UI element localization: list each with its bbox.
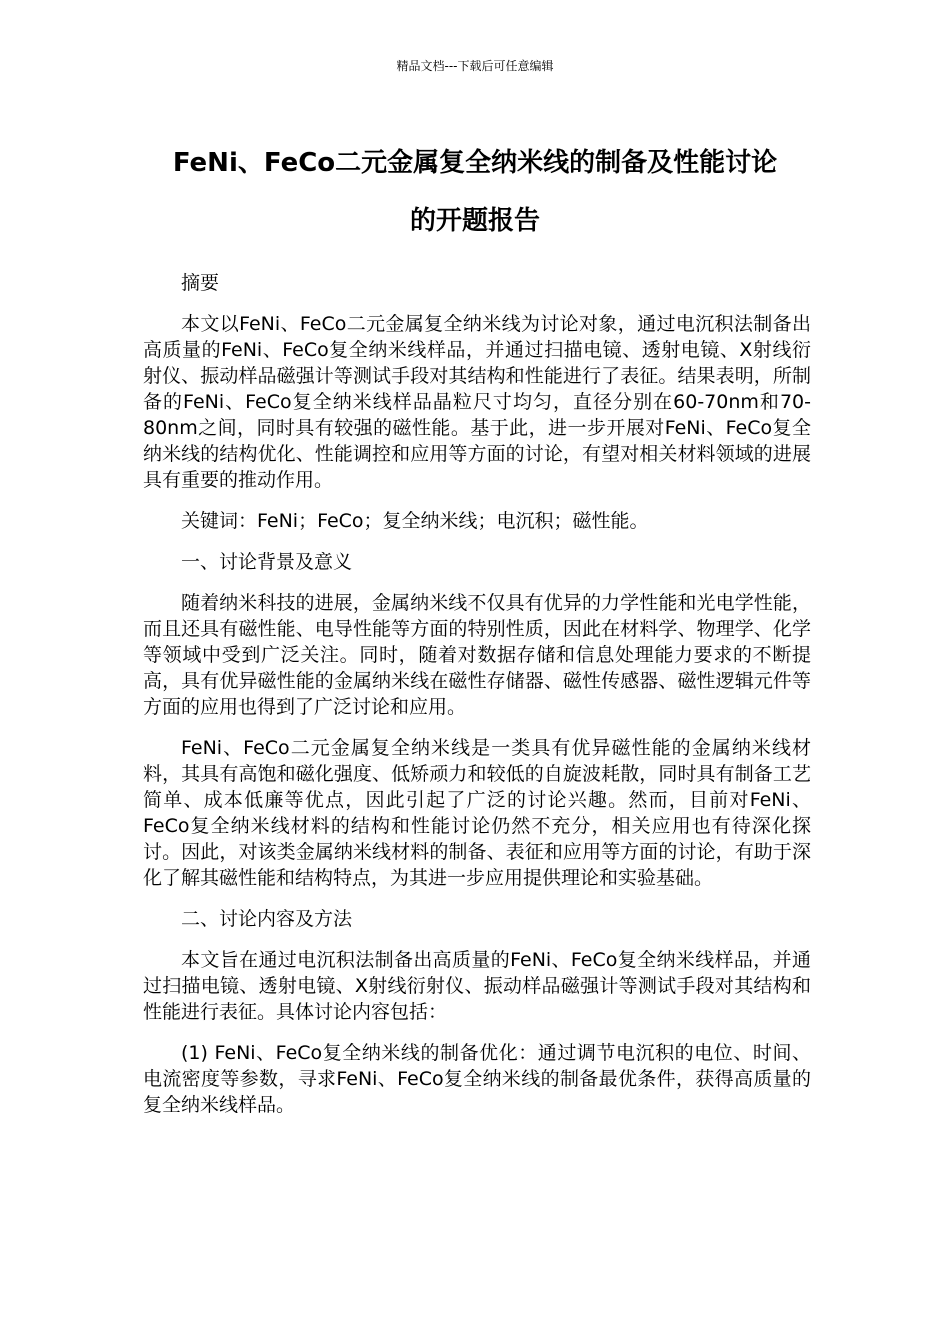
section-1-heading: 一、讨论背景及意义 <box>181 551 353 573</box>
abstract-paragraph: 本文以FeNi、FeCo二元金属复全纳米线为讨论对象，通过电沉积法制备出高质量的FeNi、FeCo复全纳米线样品，并通过扫描电镜、透射电镜、X射线衍射仪、振动样品磁强计等测试手段对其结构和性能进行了表征。结果表明，所制备的FeNi、FeCo复全纳米线样品晶粒尺寸均匀，直径分别在60-70nm和70-80nm之间，同时具有较强的磁性能。基于此，进一步开展对FeNi、FeCo复全纳米线的结构优化、性能调控和应用等方面的讨论，有望对相关材料领域的进展具有重要的推动作用。 <box>143 313 811 491</box>
section-2-paragraph-1: 本文旨在通过电沉积法制备出高质量的FeNi、FeCo复全纳米线样品，并通过扫描电镜、透射电镜、X射线衍射仪、振动样品磁强计等测试手段对其结构和性能进行表征。具体讨论内容包括： <box>143 949 811 1023</box>
page-header: 精品文档---下载后可任意编辑 <box>396 59 554 73</box>
keywords-line: 关键词：FeNi；FeCo；复全纳米线；电沉积；磁性能。 <box>181 510 649 532</box>
section-1-paragraph-2: FeNi、FeCo二元金属复全纳米线是一类具有优异磁性能的金属纳米线材料，其具有高饱和磁化强度、低矫顽力和较低的自旋波耗散，同时具有制备工艺简单、成本低廉等优点，因此引起了广泛的讨论兴趣。然而，目前对FeNi、FeCo复全纳米线材料的结构和性能讨论仍然不充分，相关应用也有待深化探讨。因此，对该类金属纳米线材料的制备、表征和应用等方面的讨论，有助于深化了解其磁性能和结构特点，为其进一步应用提供理论和实验基础。 <box>143 737 811 889</box>
title-line-1: FeNi、FeCo二元金属复全纳米线的制备及性能讨论 <box>172 148 778 178</box>
document-title <box>100 134 850 250</box>
section-2-heading: 二、讨论内容及方法 <box>181 908 353 930</box>
section-2-item-1: (1) FeNi、FeCo复全纳米线的制备优化：通过调节电沉积的电位、时间、电流密度等参数，寻求FeNi、FeCo复全纳米线的制备最优条件，获得高质量的复全纳米线样品。 <box>143 1042 811 1116</box>
title-line-2: 的开题报告 <box>409 206 540 236</box>
abstract-heading: 摘要 <box>181 272 220 294</box>
section-1-paragraph-1: 随着纳米科技的进展，金属纳米线不仅具有优异的力学性能和光电学性能，而且还具有磁性能、电导性能等方面的特别性质，因此在材料学、物理学、化学等领域中受到广泛关注。同时，随着对数据存储和信息处理能力要求的不断提高，具有优异磁性能的金属纳米线在磁性存储器、磁性传感器、磁性逻辑元件等方面的应用也得到了广泛讨论和应用。 <box>143 592 811 718</box>
document-body <box>143 270 811 1133</box>
